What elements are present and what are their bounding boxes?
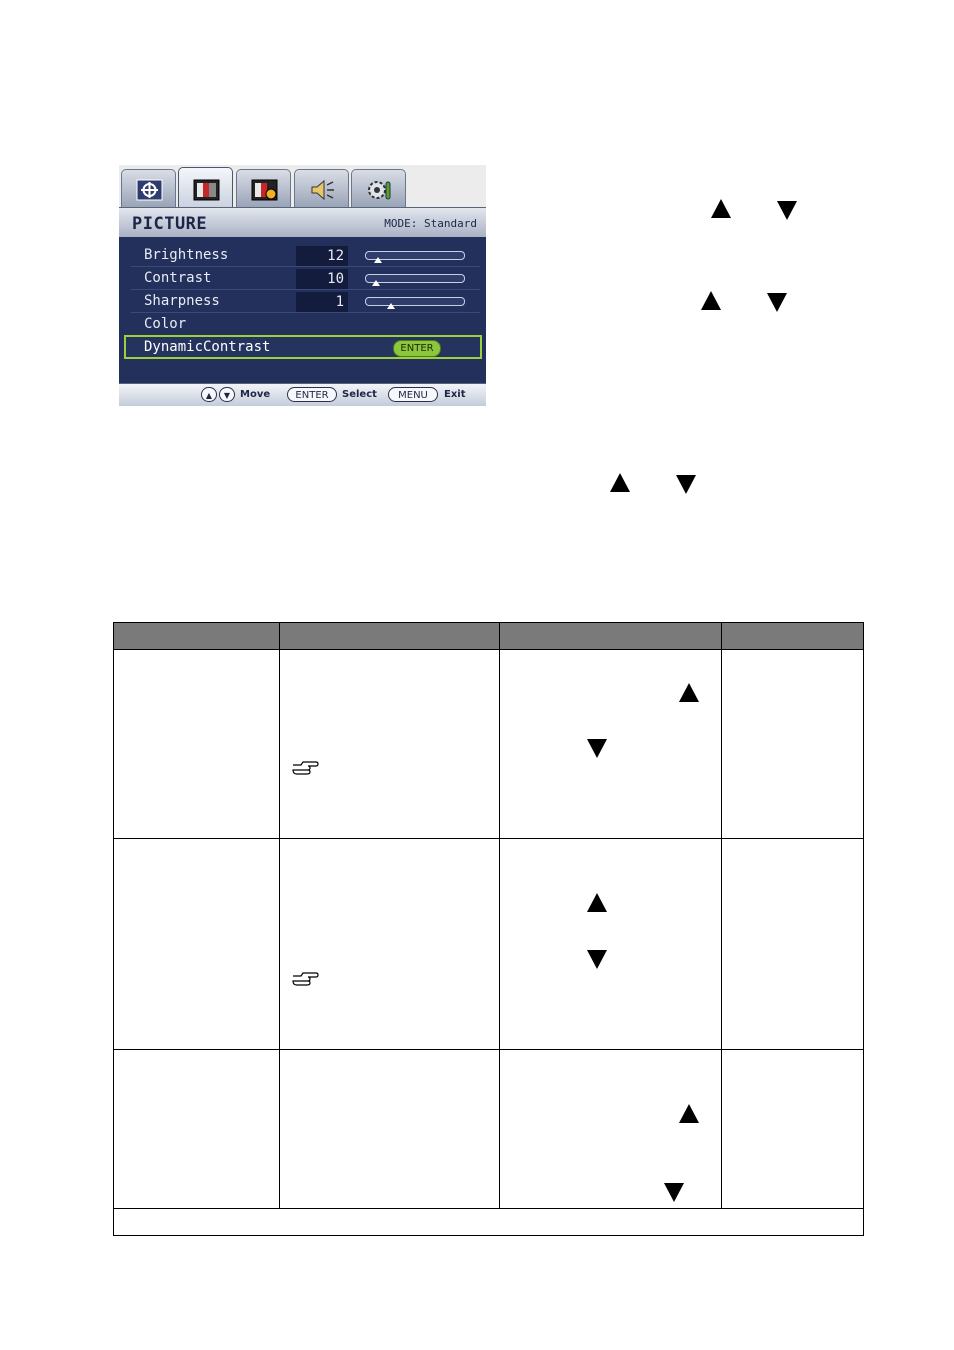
menu-item-contrast[interactable] bbox=[131, 268, 480, 290]
pointing-hand-icon bbox=[291, 760, 319, 776]
table-border bbox=[863, 649, 864, 1236]
slider-knob[interactable] bbox=[372, 280, 380, 286]
table-header-cell bbox=[499, 622, 722, 650]
pointing-hand-icon bbox=[291, 971, 319, 987]
down-arrow-icon bbox=[664, 1183, 684, 1202]
up-arrow-icon bbox=[701, 291, 721, 310]
up-key-icon: ▲ bbox=[201, 387, 217, 402]
table-border bbox=[113, 1235, 864, 1236]
table-header-cell bbox=[113, 622, 280, 650]
down-arrow-icon bbox=[777, 201, 797, 220]
tab-display[interactable] bbox=[121, 169, 176, 207]
down-arrow-icon bbox=[587, 950, 607, 969]
table-row-divider bbox=[113, 1208, 864, 1209]
osd-mode-indicator: MODE: Standard bbox=[384, 217, 477, 230]
up-arrow-icon bbox=[610, 473, 630, 492]
menu-item-label: Color bbox=[144, 316, 187, 332]
menu-item-dynamic-contrast[interactable] bbox=[124, 335, 482, 359]
table-row-divider bbox=[113, 1049, 864, 1050]
sharpness-slider[interactable] bbox=[365, 297, 465, 306]
osd-title: PICTURE bbox=[132, 214, 208, 234]
tab-picture[interactable] bbox=[178, 167, 233, 209]
osd-picture-menu bbox=[119, 165, 486, 406]
tab-picture-advanced[interactable] bbox=[236, 169, 291, 207]
footer-move-label: Move bbox=[240, 389, 271, 400]
table-column-divider bbox=[279, 649, 280, 1209]
menu-item-value: 10 bbox=[296, 269, 348, 289]
footer-exit-label: Exit bbox=[444, 389, 466, 400]
slider-knob[interactable] bbox=[387, 303, 395, 309]
menu-item-color[interactable] bbox=[131, 314, 480, 336]
tab-system[interactable] bbox=[351, 169, 406, 207]
tab-audio[interactable] bbox=[294, 169, 349, 207]
table-header-cell bbox=[279, 622, 500, 650]
enter-key-badge: ENTER bbox=[287, 387, 337, 402]
up-arrow-icon bbox=[711, 199, 731, 218]
menu-item-sharpness[interactable] bbox=[131, 291, 480, 313]
menu-item-label: DynamicContrast bbox=[144, 339, 271, 355]
contrast-slider[interactable] bbox=[365, 274, 465, 283]
settings-table bbox=[113, 622, 864, 1236]
audio-speaker-icon bbox=[309, 179, 336, 201]
picture-icon bbox=[193, 179, 220, 201]
osd-header bbox=[119, 207, 486, 237]
up-arrow-icon bbox=[679, 1104, 699, 1123]
table-column-divider bbox=[721, 649, 722, 1209]
up-arrow-icon bbox=[587, 893, 607, 912]
display-icon bbox=[136, 179, 163, 201]
footer-select-label: Select bbox=[342, 389, 377, 400]
down-arrow-icon bbox=[767, 293, 787, 312]
osd-menu-list bbox=[119, 237, 486, 383]
osd-footer bbox=[119, 383, 486, 406]
system-settings-icon bbox=[366, 179, 393, 201]
table-column-divider bbox=[499, 649, 500, 1209]
brightness-slider[interactable] bbox=[365, 251, 465, 260]
up-arrow-icon bbox=[679, 683, 699, 702]
picture-advanced-icon bbox=[251, 179, 278, 201]
menu-item-value: 1 bbox=[296, 292, 348, 312]
menu-item-value: 12 bbox=[296, 246, 348, 266]
slider-knob[interactable] bbox=[374, 257, 382, 263]
down-key-icon: ▼ bbox=[219, 387, 235, 402]
menu-item-label: Sharpness bbox=[144, 293, 220, 309]
menu-item-label: Contrast bbox=[144, 270, 212, 286]
table-row-divider bbox=[113, 838, 864, 839]
menu-item-label: Brightness bbox=[144, 247, 229, 263]
table-header-cell bbox=[721, 622, 864, 650]
enter-button[interactable]: ENTER bbox=[393, 340, 441, 357]
down-arrow-icon bbox=[676, 475, 696, 494]
menu-item-brightness[interactable] bbox=[131, 245, 480, 267]
down-arrow-icon bbox=[587, 739, 607, 758]
menu-key-badge: MENU bbox=[388, 387, 438, 402]
table-border bbox=[113, 649, 114, 1236]
